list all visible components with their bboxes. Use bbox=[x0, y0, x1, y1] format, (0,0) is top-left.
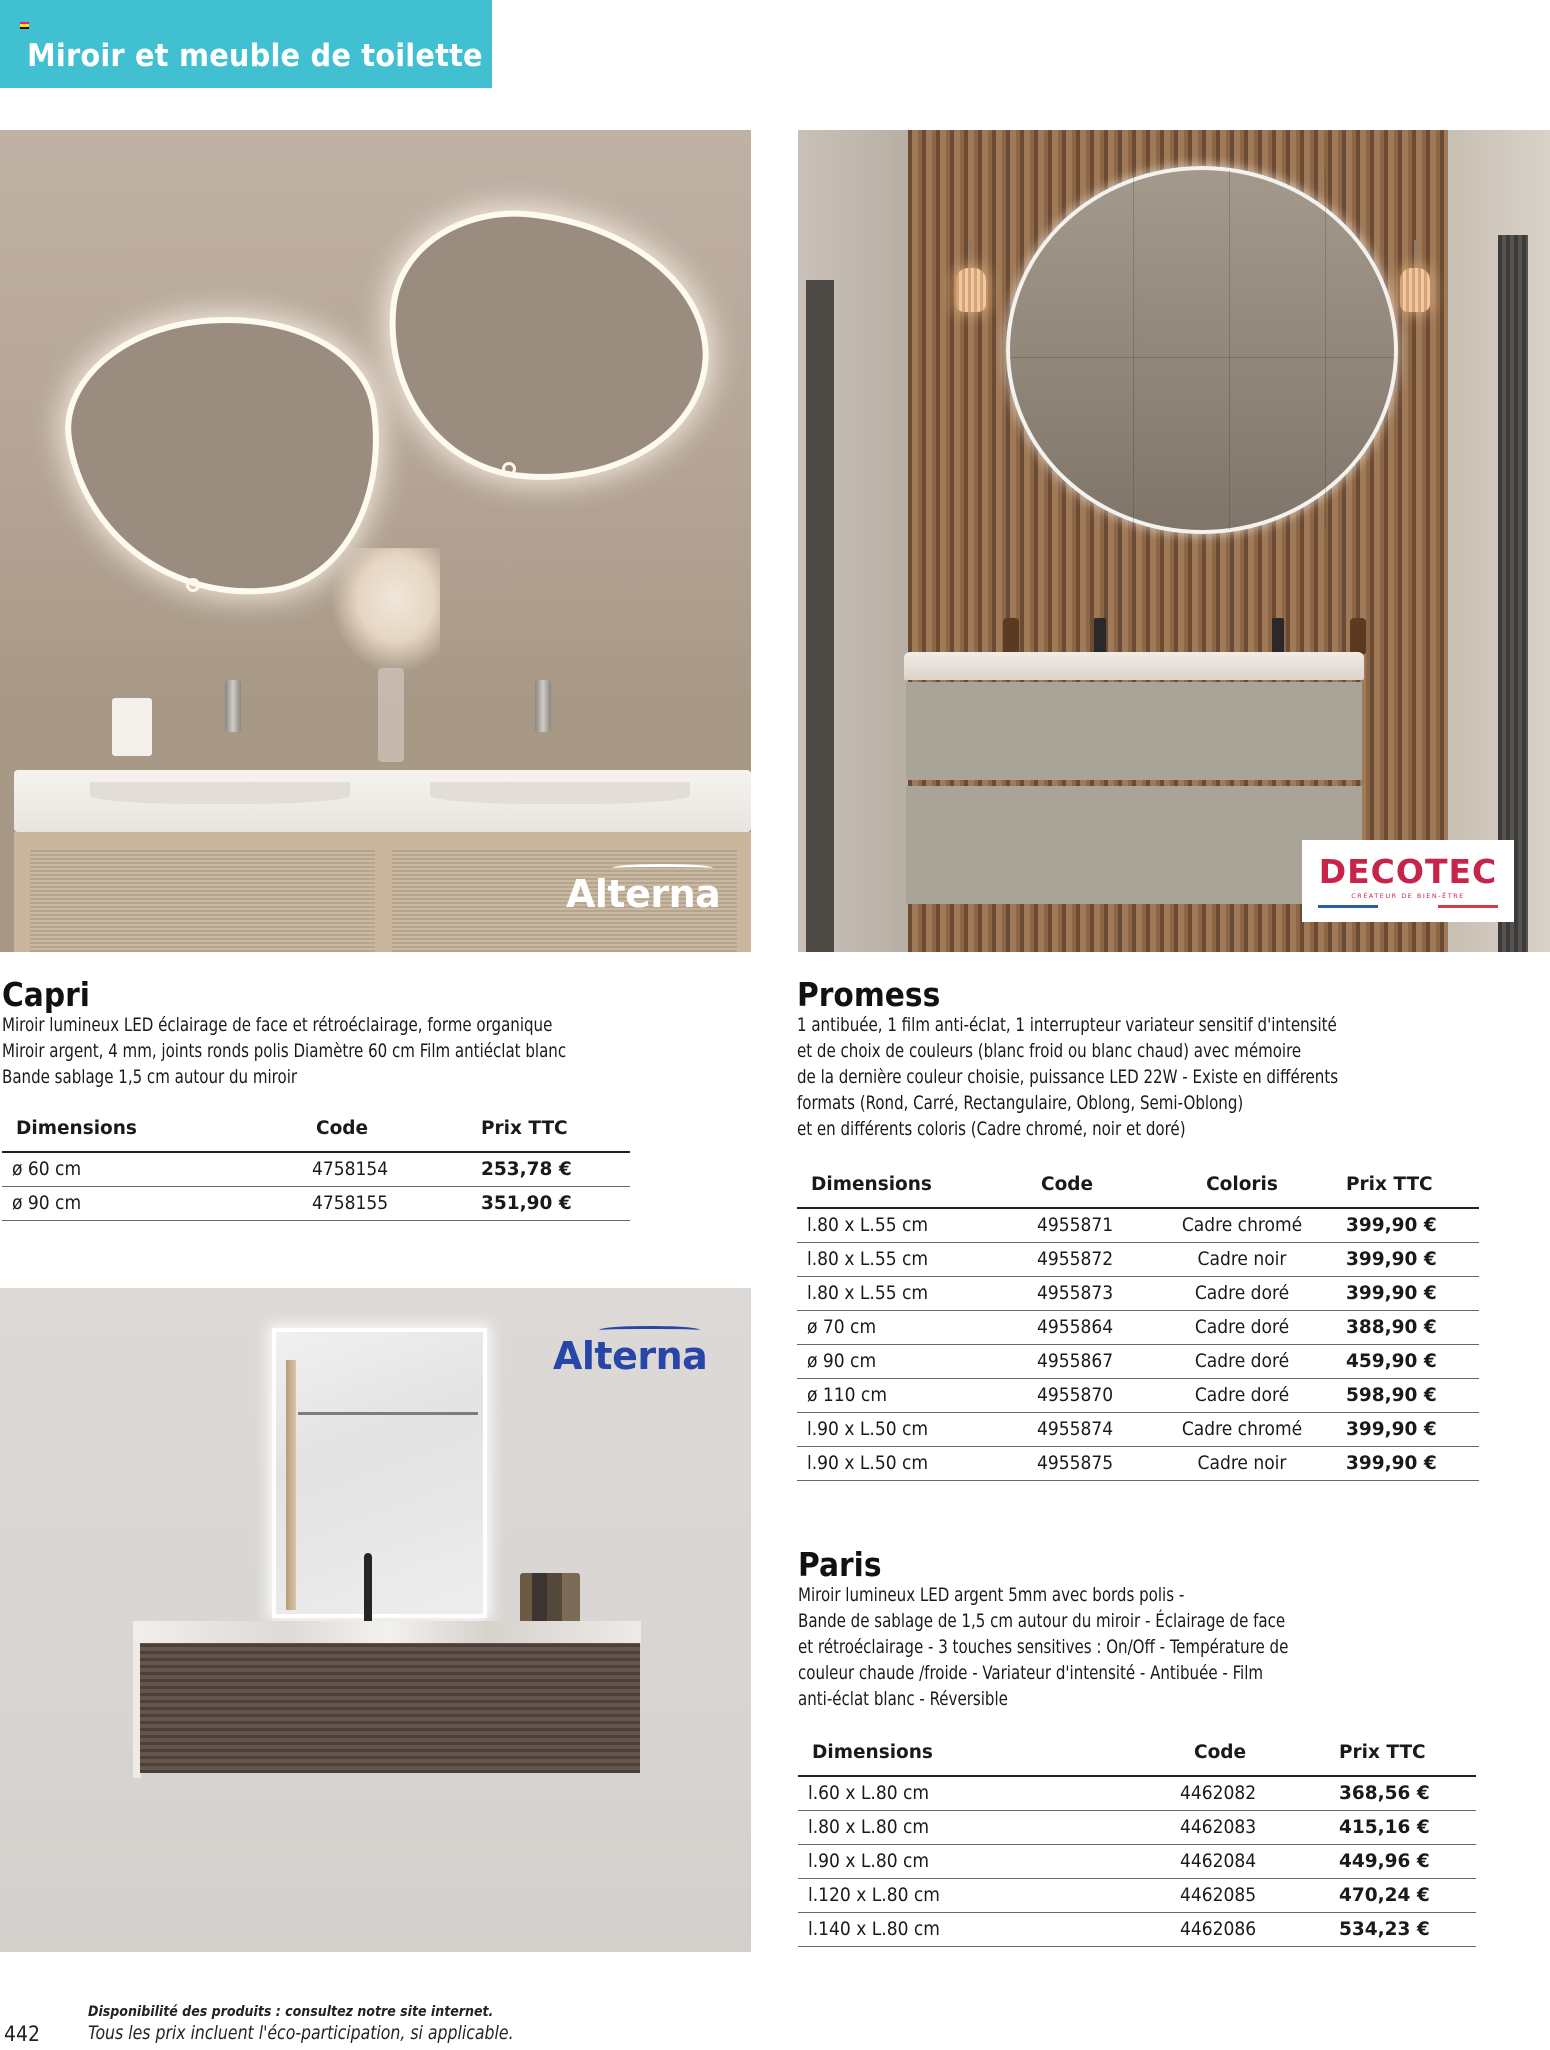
dimensions-cell: l.80 x L.80 cm bbox=[798, 1810, 1180, 1844]
price-cell: 399,90 € bbox=[1332, 1242, 1479, 1276]
paris-rectangular-mirror bbox=[272, 1328, 487, 1618]
registration-mark-icon bbox=[20, 22, 29, 29]
soap-bottle bbox=[1003, 618, 1019, 654]
code-cell: 4955871 bbox=[1027, 1208, 1152, 1242]
code-cell: 4955874 bbox=[1027, 1412, 1152, 1446]
table-row bbox=[2, 1186, 630, 1220]
capri-mirror-right bbox=[381, 204, 716, 490]
table-row bbox=[797, 1344, 1479, 1378]
dimensions-cell: ø 90 cm bbox=[797, 1344, 1027, 1378]
paris-product-photo bbox=[0, 1288, 751, 1952]
faucet bbox=[1094, 618, 1106, 654]
dimensions-cell: ø 70 cm bbox=[797, 1310, 1027, 1344]
code-cell: 4955875 bbox=[1027, 1446, 1152, 1480]
column-header: Dimensions bbox=[798, 1730, 1180, 1776]
product-description-promess: 1 antibuée, 1 film anti-éclat, 1 interrupteur variateur sensitif d'intensité et de choix de couleurs (blanc froid ou blanc chaud) avec mémoire de la dernière couleur choisie, puissance LED 22W - Existe en différents formats (Rond, Carré, Rectangulaire, Oblong, Semi-Oblong) et en différents coloris (Cadre chromé, noir et doré) bbox=[797, 1014, 1339, 1140]
color-cell: Cadre chromé bbox=[1152, 1412, 1332, 1446]
column-header: Code bbox=[1180, 1730, 1325, 1776]
decotec-logo: DECOTEC CRÉATEUR DE BIEN-ÊTRE bbox=[1302, 840, 1514, 922]
dimensions-cell: l.90 x L.50 cm bbox=[797, 1446, 1027, 1480]
product-description-capri: Miroir lumineux LED éclairage de face et rétroéclairage, forme organique Miroir argent, 4 mm, joints ronds polis Diamètre 60 cm Film antiéclat blanc Bande sablage 1,5 cm autour du miroir bbox=[2, 1014, 567, 1088]
eco-participation-note: Tous les prix incluent l'éco-participation, si applicable. bbox=[88, 2022, 514, 2044]
code-cell: 4462083 bbox=[1180, 1810, 1325, 1844]
product-title-capri: Capri bbox=[2, 975, 90, 1014]
table-row bbox=[798, 1776, 1476, 1810]
code-cell: 4955870 bbox=[1027, 1378, 1152, 1412]
column-header: Code bbox=[302, 1106, 467, 1152]
section-title: Miroir et meuble de toilette bbox=[27, 38, 483, 74]
code-cell: 4758155 bbox=[302, 1186, 467, 1220]
vanity-drawer bbox=[906, 682, 1362, 780]
code-cell: 4462084 bbox=[1180, 1844, 1325, 1878]
table-row bbox=[797, 1310, 1479, 1344]
table-row bbox=[797, 1208, 1479, 1242]
dimensions-cell: ø 110 cm bbox=[797, 1378, 1027, 1412]
price-cell: 449,96 € bbox=[1325, 1844, 1476, 1878]
code-cell: 4955867 bbox=[1027, 1344, 1152, 1378]
table-row bbox=[798, 1912, 1476, 1946]
code-cell: 4955873 bbox=[1027, 1276, 1152, 1310]
dimensions-cell: l.90 x L.80 cm bbox=[798, 1844, 1180, 1878]
price-cell: 459,90 € bbox=[1332, 1344, 1479, 1378]
column-header: Prix TTC bbox=[1332, 1162, 1479, 1208]
color-cell: Cadre chromé bbox=[1152, 1208, 1332, 1242]
soap-bottle bbox=[1350, 618, 1366, 654]
code-cell: 4462085 bbox=[1180, 1878, 1325, 1912]
price-cell: 470,24 € bbox=[1325, 1878, 1476, 1912]
code-cell: 4758154 bbox=[302, 1152, 467, 1186]
capri-product-photo bbox=[0, 130, 751, 952]
marble-countertop bbox=[133, 1621, 641, 1643]
dimensions-cell: l.80 x L.55 cm bbox=[797, 1242, 1027, 1276]
faucet bbox=[535, 680, 551, 732]
price-cell: 351,90 € bbox=[467, 1186, 630, 1220]
product-title-promess: Promess bbox=[797, 975, 941, 1014]
column-header: Prix TTC bbox=[1325, 1730, 1476, 1776]
pendant-lamp bbox=[1400, 268, 1430, 312]
price-cell: 399,90 € bbox=[1332, 1412, 1479, 1446]
faucet bbox=[1272, 618, 1284, 654]
price-cell: 368,56 € bbox=[1325, 1776, 1476, 1810]
table-row bbox=[797, 1446, 1479, 1480]
toiletry-bottles bbox=[520, 1573, 580, 1621]
price-cell: 415,16 € bbox=[1325, 1810, 1476, 1844]
price-table-paris bbox=[798, 1730, 1476, 1947]
toothbrush-cup bbox=[112, 698, 152, 756]
lamp-cord bbox=[970, 240, 972, 270]
price-table-capri bbox=[2, 1106, 630, 1221]
touch-sensor-icon bbox=[502, 462, 516, 476]
table-row bbox=[797, 1242, 1479, 1276]
dark-wood-vanity bbox=[140, 1643, 640, 1773]
promess-product-photo bbox=[798, 130, 1550, 952]
dimensions-cell: ø 60 cm bbox=[2, 1152, 302, 1186]
availability-note: Disponibilité des produits : consultez notre site internet. bbox=[88, 2004, 494, 2020]
dimensions-cell: l.90 x L.50 cm bbox=[797, 1412, 1027, 1446]
color-cell: Cadre noir bbox=[1152, 1446, 1332, 1480]
dimensions-cell: l.140 x L.80 cm bbox=[798, 1912, 1180, 1946]
washbasin bbox=[904, 652, 1364, 680]
price-cell: 399,90 € bbox=[1332, 1446, 1479, 1480]
vase bbox=[378, 668, 404, 762]
column-header: Coloris bbox=[1152, 1162, 1332, 1208]
price-cell: 598,90 € bbox=[1332, 1378, 1479, 1412]
price-cell: 388,90 € bbox=[1332, 1310, 1479, 1344]
lamp-cord bbox=[1414, 240, 1416, 270]
code-cell: 4462086 bbox=[1180, 1912, 1325, 1946]
color-cell: Cadre doré bbox=[1152, 1310, 1332, 1344]
code-cell: 4955872 bbox=[1027, 1242, 1152, 1276]
table-row bbox=[798, 1878, 1476, 1912]
table-row bbox=[798, 1810, 1476, 1844]
price-table-promess bbox=[797, 1162, 1479, 1481]
color-cell: Cadre doré bbox=[1152, 1378, 1332, 1412]
color-cell: Cadre doré bbox=[1152, 1344, 1332, 1378]
promess-round-mirror bbox=[1006, 166, 1398, 534]
table-row bbox=[2, 1152, 630, 1186]
column-header: Dimensions bbox=[797, 1162, 1027, 1208]
product-title-paris: Paris bbox=[798, 1545, 882, 1584]
code-cell: 4462082 bbox=[1180, 1776, 1325, 1810]
page-number: 442 bbox=[4, 2022, 41, 2046]
faucet bbox=[225, 680, 241, 732]
table-row bbox=[797, 1276, 1479, 1310]
dimensions-cell: l.80 x L.55 cm bbox=[797, 1208, 1027, 1242]
shower-panel bbox=[806, 280, 834, 952]
section-header-banner bbox=[0, 0, 492, 88]
price-cell: 399,90 € bbox=[1332, 1208, 1479, 1242]
pendant-lamp bbox=[956, 268, 986, 312]
faucet bbox=[364, 1553, 372, 1621]
alterna-logo: Alterna bbox=[553, 1334, 707, 1378]
color-cell: Cadre doré bbox=[1152, 1276, 1332, 1310]
price-cell: 534,23 € bbox=[1325, 1912, 1476, 1946]
dimensions-cell: l.60 x L.80 cm bbox=[798, 1776, 1180, 1810]
column-header: Dimensions bbox=[2, 1106, 302, 1152]
color-cell: Cadre noir bbox=[1152, 1242, 1332, 1276]
alterna-logo: Alterna bbox=[566, 872, 720, 916]
dimensions-cell: ø 90 cm bbox=[2, 1186, 302, 1220]
column-header: Prix TTC bbox=[467, 1106, 630, 1152]
cabinet-door bbox=[30, 850, 375, 952]
table-row bbox=[798, 1844, 1476, 1878]
basin bbox=[90, 782, 350, 804]
dimensions-cell: l.80 x L.55 cm bbox=[797, 1276, 1027, 1310]
vanity-drawer bbox=[906, 786, 1362, 904]
price-cell: 399,90 € bbox=[1332, 1276, 1479, 1310]
column-header: Code bbox=[1027, 1162, 1152, 1208]
touch-sensor-icon bbox=[186, 578, 200, 592]
table-row bbox=[797, 1412, 1479, 1446]
pampas-decor bbox=[330, 548, 440, 673]
price-cell: 253,78 € bbox=[467, 1152, 630, 1186]
basin bbox=[430, 782, 690, 804]
dimensions-cell: l.120 x L.80 cm bbox=[798, 1878, 1180, 1912]
product-description-paris: Miroir lumineux LED argent 5mm avec bords polis - Bande de sablage de 1,5 cm autour du miroir - Éclairage de face et rétroéclairage - 3 touches sensitives : On/Off - Température de couleur chaude /froide - Variateur d'intensité - Antibuée - Film anti-éclat blanc - Réversible bbox=[798, 1584, 1289, 1710]
table-row bbox=[797, 1378, 1479, 1412]
code-cell: 4955864 bbox=[1027, 1310, 1152, 1344]
